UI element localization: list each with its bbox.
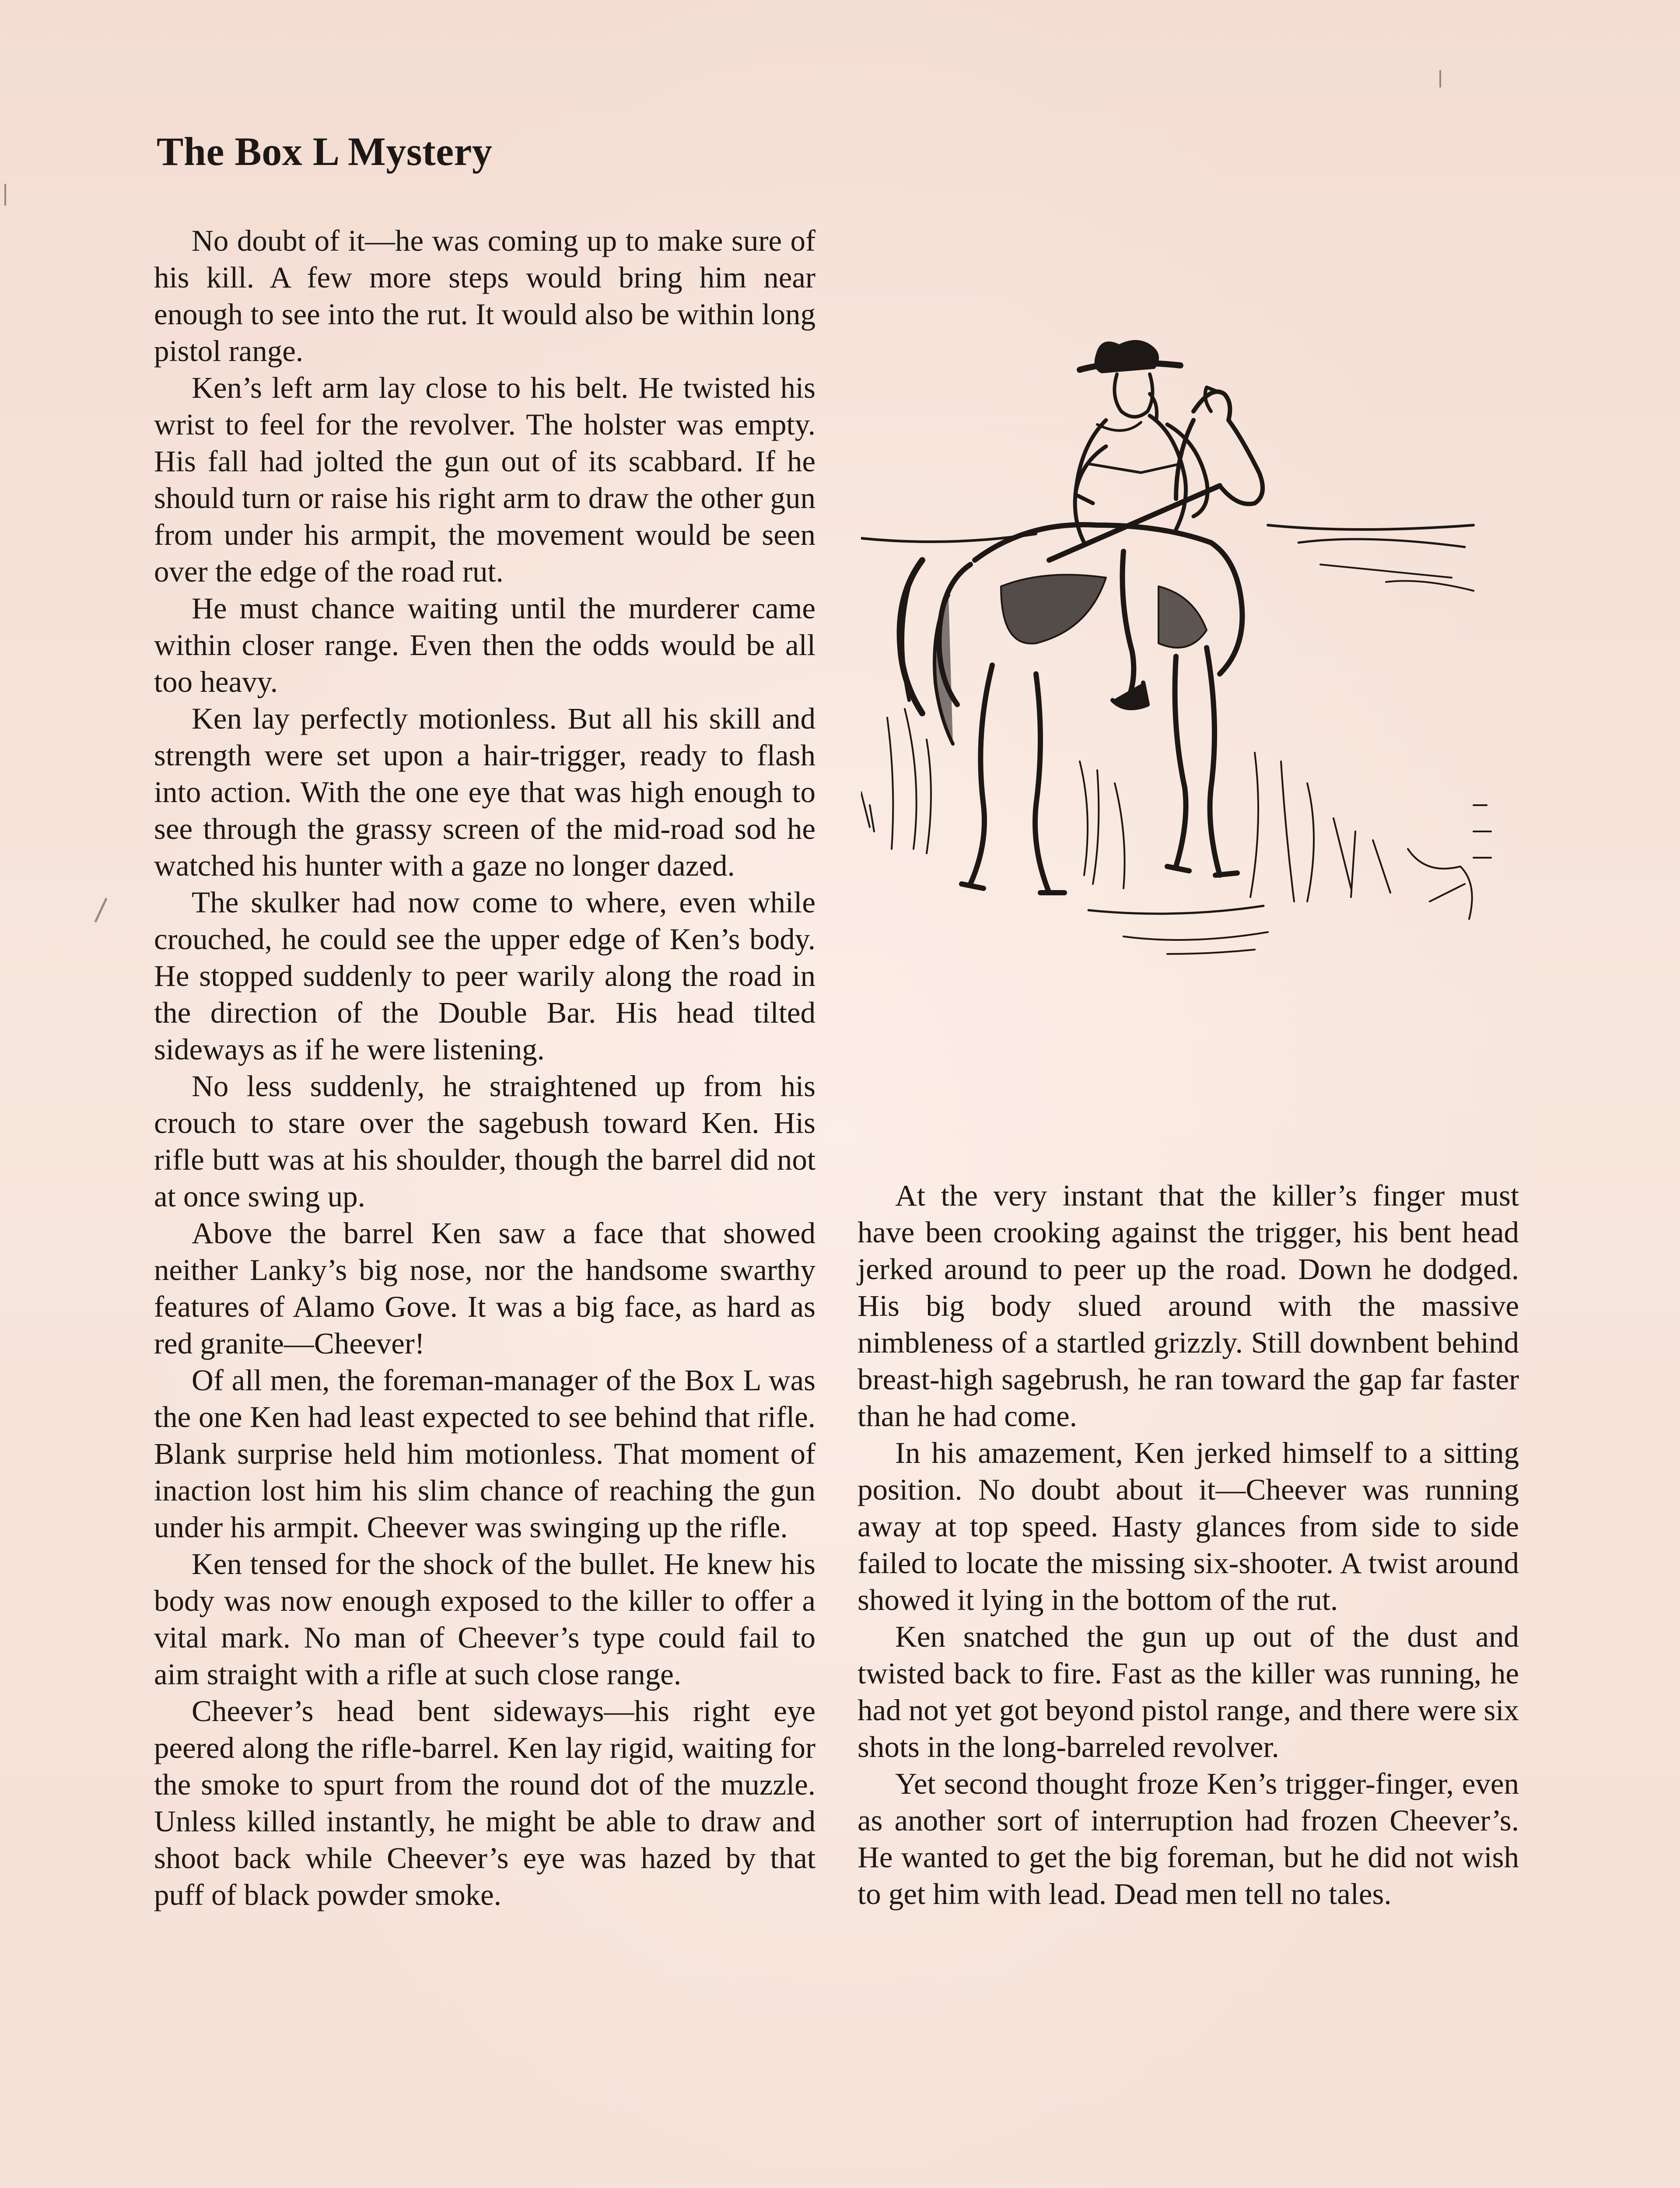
paragraph: No doubt of it—he was coming up to make sure of his kill. A few more steps would bring him near enough to see into the rut. It would also be within long pistol range. <box>154 224 816 368</box>
paragraph: He must chance waiting until the murderer came within closer range. Even then the odds would be all too heavy. <box>154 592 816 698</box>
paragraph: Yet second thought froze Ken’s trigger-finger, even as another sort of interruption had frozen Cheever’s. He wanted to get the big foreman, but he did not wish to get him with lead. Dead men tell no tales. <box>858 1767 1519 1911</box>
paragraph: At the very instant that the killer’s finger must have been crooking against the trigger, his bent head jerked around to peer up the road. Down he dodged. His big body slued around with the massive nimbleness of a startled grizzly. Still downbent behind breast-high sagebrush, he ran toward the gap far faster than he had come. <box>858 1179 1519 1433</box>
paragraph: In his amazement, Ken jerked himself to a sitting position. No doubt about it—Cheever was running away at top speed. Hasty glances from side to side failed to locate the missing six-shooter. A twist around showed it lying in the bottom of the rut. <box>858 1436 1519 1616</box>
paragraph: Cheever’s head bent sideways—his right eye peered along the rifle-barrel. Ken lay rigid, waiting for the smoke to spurt from the round dot of the muzzle. Unless killed instantly, he might be able to draw and shoot back while Cheever’s eye was hazed by that puff of black powder smoke. <box>154 1694 816 1911</box>
paragraph: Ken lay perfectly motionless. But all his skill and strength were set upon a hair-trigger, ready to flash into action. With the one eye that was high enough to see through the grassy screen of the mid-road sod he watched his hunter with a gaze no longer dazed. <box>154 702 816 882</box>
paragraph: No less suddenly, he straightened up from his crouch to stare over the sagebush toward Ken. His rifle butt was at his shoulder, though the barrel did not at once swing up. <box>154 1069 816 1213</box>
right-text-column <box>858 1177 1519 2162</box>
paragraph: Ken snatched the gun up out of the dust and twisted back to fire. Fast as the killer was running, he had not yet got beyond pistol range, and there were six shots in the long-barreled revolver. <box>858 1620 1519 1764</box>
paragraph: The skulker had now come to where, even while crouched, he could see the upper edge of Ken’s body. He stopped suddenly to peer warily along the road in the direction of the Double Bar. His head tilted sideways as if he were listening. <box>154 886 816 1066</box>
paragraph: Ken tensed for the shock of the bullet. He knew his body was now enough exposed to the killer to offer a vital mark. No man of Cheever’s type could fail to aim straight with a rifle at such close range. <box>154 1547 816 1691</box>
cowboy-on-horseback-illustration <box>861 280 1526 1155</box>
stray-mark <box>4 184 6 206</box>
paragraph: Of all men, the foreman-manager of the Box L was the one Ken had least expected to see behind that rifle. Blank surprise held him motionless. That moment of inaction lost him his slim chance of reaching the gun under his armpit. Cheever was swinging up the rifle. <box>154 1364 816 1544</box>
stray-mark <box>94 898 108 922</box>
paragraph: Above the barrel Ken saw a face that showed neither Lanky’s big nose, nor the handsome swarthy features of Alamo Gove. It was a big face, as hard as red granite—Cheever! <box>154 1217 816 1360</box>
story-title: The Box L Mystery <box>157 129 493 174</box>
stray-mark <box>1439 70 1441 88</box>
paragraph: Ken’s left arm lay close to his belt. He twisted his wrist to feel for the revolver. The holster was empty. His fall had jolted the gun out of its scabbard. If he should turn or raise his right arm to draw the other gun from under his armpit, the movement would be seen over the edge of the road rut. <box>154 371 816 588</box>
left-text-column <box>154 222 816 2188</box>
